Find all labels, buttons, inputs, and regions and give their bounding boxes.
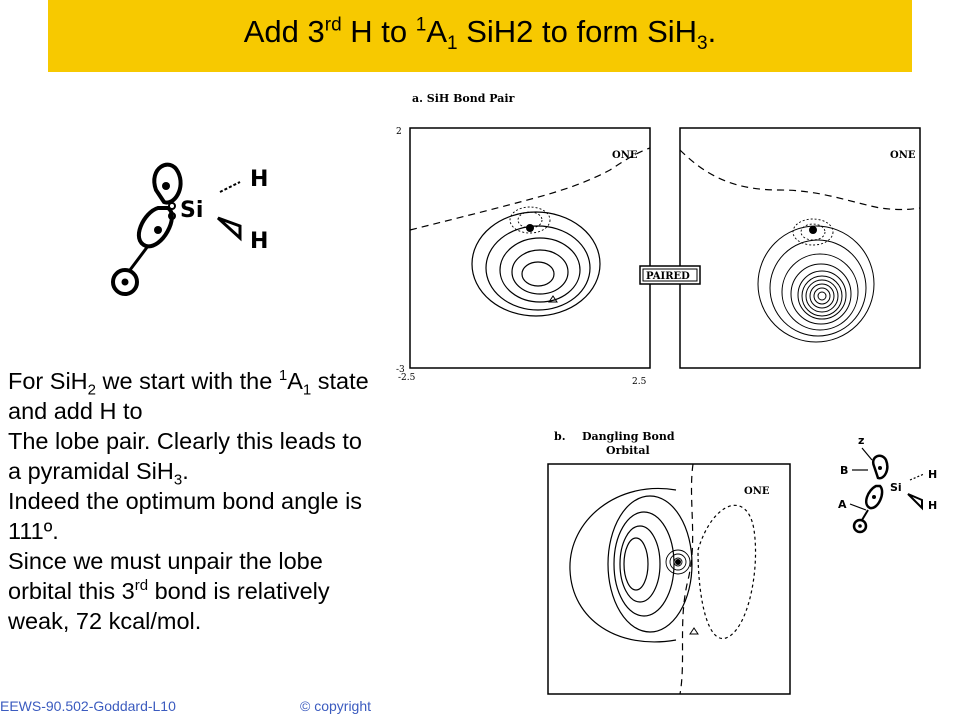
footer-copyright: © copyright <box>300 698 372 714</box>
slide-title: Add 3rd H to $^1A_1$ SiH2 to form SiH$_3$. <box>243 14 717 55</box>
explanation-text <box>8 366 508 636</box>
text-line-6: 111º. <box>8 518 59 544</box>
footer <box>0 698 400 720</box>
text-line-4: a pyramidal SiH$_3$. <box>8 458 189 489</box>
paired-label-box <box>640 266 700 284</box>
paired-label: PAIRED <box>646 271 690 282</box>
axis-x-right-label: 2.5 <box>632 377 647 387</box>
h-bottom-label: H <box>250 229 269 254</box>
text-line-7: Since we must unpair the lobe <box>8 548 323 574</box>
footer-course: EEWS-90.502-Goddard-L10 <box>0 698 176 714</box>
axis-x-left-label: -2.5 <box>398 373 416 383</box>
z-label: z <box>858 434 865 447</box>
panel-a-heading: a. SiH Bond Pair <box>412 92 515 105</box>
h-small-bottom-label: H <box>928 499 938 512</box>
h-small-top-label: H <box>928 468 938 481</box>
panel-a-left-box <box>410 128 650 368</box>
si-label: Si <box>180 198 204 223</box>
axis-top-label: 2 <box>396 127 402 137</box>
si-small-label: Si <box>890 481 902 494</box>
panel-a-left-one: ONE <box>612 150 638 161</box>
panel-b-heading-line2: Orbital <box>606 444 650 457</box>
panel-b-contour-plot <box>548 430 818 695</box>
text-line-1: For SiH$_2$ we start with the $^1A_1$ state <box>8 367 369 399</box>
sih2-lobe-diagram <box>100 150 300 310</box>
a-label: A <box>838 498 847 511</box>
axis-bottom-left-label: -3 <box>396 365 405 375</box>
b-label: B <box>840 464 849 477</box>
text-line-2: and add H to <box>8 398 143 424</box>
h-top-label: H <box>250 167 269 192</box>
panel-a-right-one: ONE <box>890 150 916 161</box>
panel-b-one: ONE <box>744 486 770 497</box>
text-line-8: orbital this 3rd bond is relatively <box>8 577 330 604</box>
text-line-5: Indeed the optimum bond angle is <box>8 488 363 514</box>
title-bar <box>48 0 912 72</box>
text-line-9: weak, 72 kcal/mol. <box>8 608 202 634</box>
text-line-3: The lobe pair. Clearly this leads to <box>8 428 362 454</box>
panel-b-heading-letter: b. <box>554 430 566 443</box>
panel-a-contour-plots <box>380 90 930 390</box>
panel-b-heading-line1: Dangling Bond <box>582 430 675 443</box>
sih3-small-diagram <box>820 430 950 540</box>
